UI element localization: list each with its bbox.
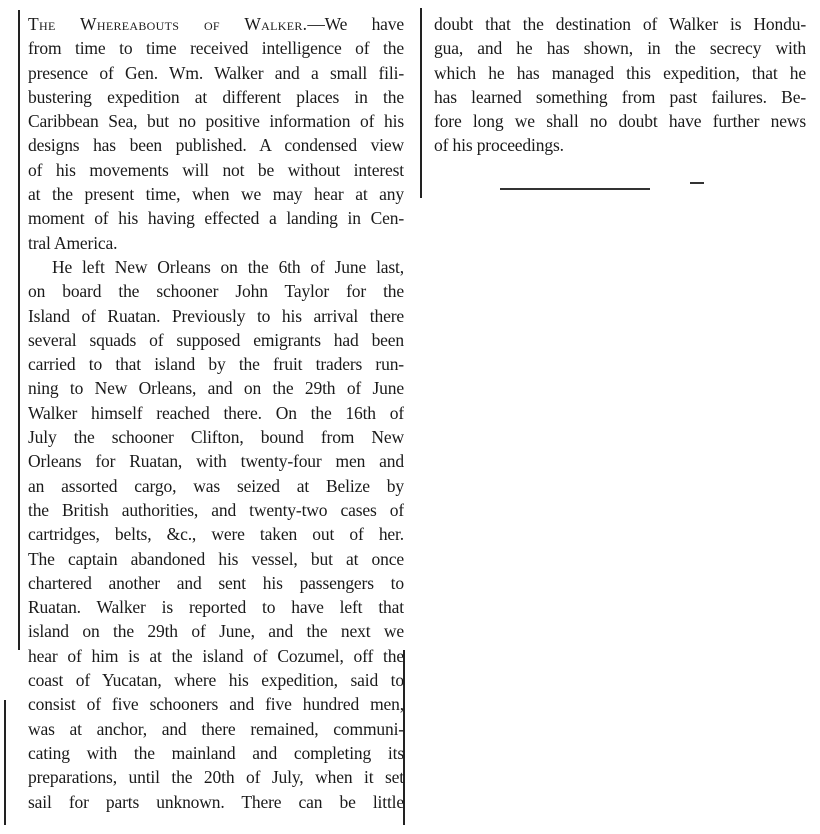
text-line: coast of Yucatan, where his expedition, said to — [28, 670, 404, 691]
text-line: of his movements will not be without interest — [28, 159, 404, 180]
article-lede: —We have — [307, 14, 404, 34]
text-line: doubt that the destination of Walker is Hondu- — [434, 14, 806, 34]
text-line: Orleans for Ruatan, with twenty-four men and — [28, 451, 404, 472]
text-line: island on the 29th of June, and the next we — [28, 621, 404, 642]
text-line: Ruatan. Walker is reported to have left that — [28, 597, 404, 618]
text-line: at the present time, when we may hear at any — [28, 184, 404, 205]
text-line: fore long we shall no doubt have further news — [434, 111, 806, 132]
text-line: tral America. — [28, 232, 118, 253]
text-line: Walker himself reached there. On the 16th of — [28, 402, 404, 423]
text-line: Island of Ruatan. Previously to his arrival there — [28, 305, 404, 326]
text-line: has learned something from past failures. Be- — [434, 86, 806, 107]
text-line: sail for parts unknown. There can be little — [28, 791, 404, 812]
text-line: of his proceedings. — [434, 135, 564, 156]
text-line: from time to time received intelligence of the — [28, 38, 404, 59]
text-line: July the schooner Clifton, bound from New — [28, 427, 404, 448]
text-line: designs has been published. A condensed view — [28, 135, 404, 156]
article-right-column — [434, 12, 806, 158]
text-line: bustering expedition at different places in the — [28, 86, 404, 107]
text-line: an assorted cargo, was seized at Belize by — [28, 475, 404, 496]
text-line: was at anchor, and there remained, communi- — [28, 718, 404, 739]
text-line: Caribbean Sea, but no positive information of his — [28, 111, 404, 132]
text-line: gua, and he has shown, in the secrecy with — [434, 38, 806, 59]
text-line: chartered another and sent his passengers to — [28, 572, 404, 593]
text-line: cating with the mainland and completing its — [28, 742, 404, 763]
text-line: carried to that island by the fruit traders run- — [28, 354, 404, 375]
article-heading-line — [28, 12, 404, 36]
article-left-column — [28, 12, 404, 814]
text-line: the British authorities, and twenty-two cases of — [28, 499, 404, 520]
article-end-dash — [690, 182, 704, 184]
column-rule-left-lower — [4, 700, 6, 825]
text-line: several squads of supposed emigrants had been — [28, 329, 404, 350]
text-line: cartridges, belts, &c., were taken out of her. — [28, 524, 404, 545]
text-line: ning to New Orleans, and on the 29th of June — [28, 378, 404, 399]
text-line: which he has managed this expedition, that he — [434, 62, 806, 83]
column-rule-middle — [420, 8, 422, 198]
text-line: hear of him is at the island of Cozumel, off the — [28, 645, 404, 666]
text-line: preparations, until the 20th of July, when it set — [28, 767, 404, 788]
article-end-rule — [500, 188, 650, 190]
text-line: moment of his having effected a landing in Cen- — [28, 208, 404, 229]
text-line: The captain abandoned his vessel, but at once — [28, 548, 404, 569]
text-line: He left New Orleans on the 6th of June last, — [52, 256, 404, 277]
column-rule-left — [18, 10, 20, 650]
text-line: presence of Gen. Wm. Walker and a small fili- — [28, 62, 404, 83]
text-line: on board the schooner John Taylor for the — [28, 281, 404, 302]
article-headline: The Whereabouts of Walker. — [28, 14, 308, 34]
text-line: consist of five schooners and five hundred men, — [28, 694, 404, 715]
